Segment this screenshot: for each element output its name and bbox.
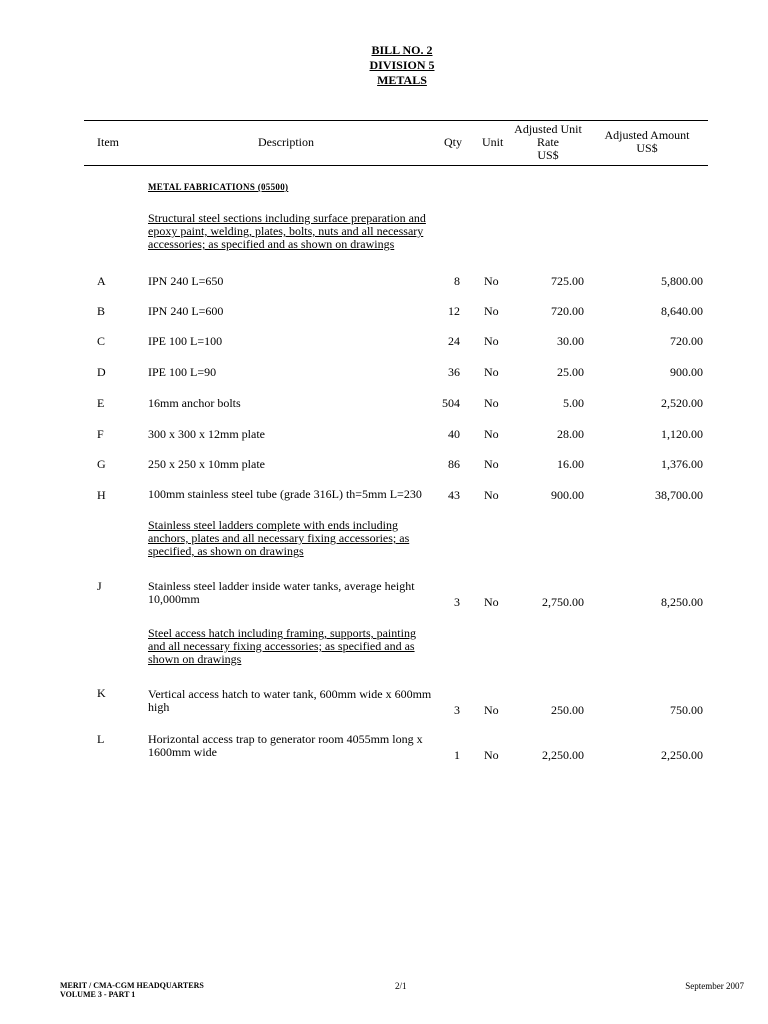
col-qty-header: Qty [444, 135, 462, 149]
row-item: E [97, 396, 105, 410]
row-item: C [97, 334, 106, 348]
bill-number-title: BILL NO. 2 [371, 43, 433, 57]
row-description: Horizontal access trap to generator room 4055mm long x 1600mm wide [148, 732, 423, 759]
row-amount: 1,376.00 [661, 457, 703, 471]
col-amount-header [596, 129, 698, 155]
section-heading: METAL FABRICATIONS (05500) [148, 182, 289, 192]
row-qty: 3 [454, 595, 460, 609]
row-qty: 504 [442, 396, 460, 410]
table-row [0, 333, 768, 349]
row-amount: 38,700.00 [655, 488, 703, 502]
table-row [0, 395, 768, 411]
description-paragraph: Structural steel sections including surface preparation and epoxy paint, welding, plates, bolts, nuts and all necessary accessories; as specified and as shown on drawings [148, 211, 426, 251]
col-amount-header-line: US$ [636, 141, 658, 155]
row-item: H [97, 488, 106, 502]
row-qty: 8 [454, 274, 460, 288]
row-amount: 2,250.00 [661, 748, 703, 762]
row-amount: 720.00 [670, 334, 703, 348]
row-amount: 2,520.00 [661, 396, 703, 410]
row-qty: 43 [448, 488, 460, 502]
row-description: 250 x 250 x 10mm plate [148, 457, 265, 471]
row-description: IPN 240 L=650 [148, 274, 224, 288]
row-qty: 1 [454, 748, 460, 762]
table-row [0, 303, 768, 319]
row-unit: No [484, 274, 499, 288]
table-row [0, 487, 768, 503]
row-qty: 36 [448, 365, 460, 379]
row-rate: 250.00 [551, 703, 584, 717]
row-rate: 30.00 [557, 334, 584, 348]
row-amount: 1,120.00 [661, 427, 703, 441]
row-amount: 900.00 [670, 365, 703, 379]
row-qty: 86 [448, 457, 460, 471]
row-description: Vertical access hatch to water tank, 600mm wide x 600mm high [148, 687, 432, 714]
row-description: 16mm anchor bolts [148, 396, 241, 410]
footer-date: September 2007 [685, 981, 744, 991]
row-qty: 24 [448, 334, 460, 348]
row-unit: No [484, 748, 499, 762]
col-item-header: Item [97, 135, 119, 149]
row-unit: No [484, 457, 499, 471]
row-rate: 2,750.00 [542, 595, 584, 609]
row-unit: No [484, 334, 499, 348]
header-top-rule [84, 120, 708, 121]
table-row [0, 364, 768, 380]
row-description: IPE 100 L=100 [148, 334, 223, 348]
row-description: IPN 240 L=600 [148, 304, 224, 318]
row-item: B [97, 304, 106, 318]
row-rate: 5.00 [563, 396, 584, 410]
row-amount: 750.00 [670, 703, 703, 717]
table-row [0, 273, 768, 289]
row-rate: 16.00 [557, 457, 584, 471]
row-amount: 8,250.00 [661, 595, 703, 609]
row-item: F [97, 427, 104, 441]
division-title: DIVISION 5 [369, 58, 435, 72]
footer-project: MERIT / CMA-CGM HEADQUARTERS [60, 981, 204, 990]
table-row [0, 702, 768, 718]
row-qty: 12 [448, 304, 460, 318]
header-bottom-rule [84, 165, 708, 166]
table-row [0, 594, 768, 610]
col-description-header: Description [258, 135, 314, 149]
row-item: L [97, 732, 105, 746]
row-unit: No [484, 488, 499, 502]
row-description: IPE 100 L=90 [148, 365, 217, 379]
row-rate: 2,250.00 [542, 748, 584, 762]
row-rate: 725.00 [551, 274, 584, 288]
row-rate: 900.00 [551, 488, 584, 502]
row-item: G [97, 457, 106, 471]
description-paragraph: Stainless steel ladders complete with ends including anchors, plates and all necessary fixing accessories; as specified, as shown on drawings [148, 518, 410, 558]
row-item: J [97, 579, 102, 593]
col-amount-header-line: Adjusted Amount [604, 128, 690, 142]
row-unit: No [484, 396, 499, 410]
section-metals-title: METALS [377, 73, 427, 87]
col-rate-header [500, 123, 596, 162]
row-description: 300 x 300 x 12mm plate [148, 427, 265, 441]
row-unit: No [484, 703, 499, 717]
row-qty: 3 [454, 703, 460, 717]
row-amount: 5,800.00 [661, 274, 703, 288]
description-paragraph: Steel access hatch including framing, supports, painting and all necessary fixing accessories; as specified and as shown on drawings [148, 626, 416, 666]
row-qty: 40 [448, 427, 460, 441]
col-rate-header-line: US$ [537, 148, 559, 162]
row-rate: 28.00 [557, 427, 584, 441]
row-amount: 8,640.00 [661, 304, 703, 318]
row-description: 100mm stainless steel tube (grade 316L) th=5mm L=230 [148, 487, 422, 501]
col-rate-header-line: Rate [537, 135, 559, 149]
col-unit-header: Unit [482, 135, 504, 149]
row-item: K [97, 686, 106, 700]
row-unit: No [484, 595, 499, 609]
table-row [0, 747, 768, 763]
row-description: Stainless steel ladder inside water tanks, average height 10,000mm [148, 579, 415, 606]
row-item: D [97, 365, 106, 379]
row-item: A [97, 274, 106, 288]
row-rate: 720.00 [551, 304, 584, 318]
table-row [0, 456, 768, 472]
row-unit: No [484, 365, 499, 379]
row-rate: 25.00 [557, 365, 584, 379]
col-rate-header-line: Adjusted Unit [514, 122, 582, 136]
row-unit: No [484, 427, 499, 441]
row-unit: No [484, 304, 499, 318]
footer-volume: VOLUME 3 - PART 1 [60, 990, 136, 999]
page-number: 2/1 [395, 981, 407, 991]
table-row [0, 426, 768, 442]
